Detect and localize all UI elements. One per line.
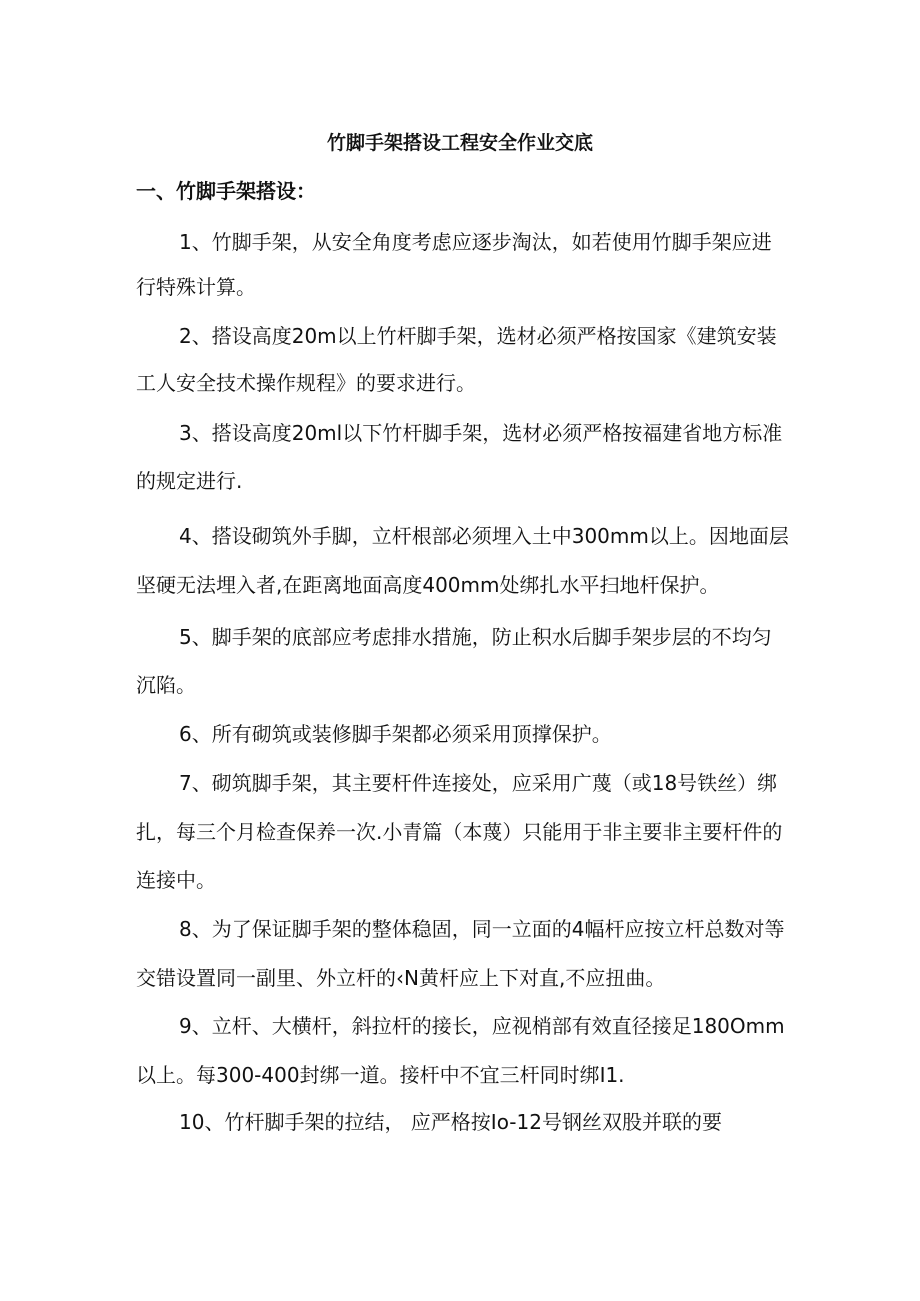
item-7-line-3: 连接中。	[136, 868, 216, 892]
item-4-line-2: 坚硬无法埋入者,在距离地面高度400mm处绑扎水平扫地杆保护。	[136, 573, 720, 597]
item-7-line-1: 7、砌筑脚手架，其主要杆件连接处，应采用广蔑（或18号铁丝）绑	[179, 771, 778, 795]
item-3-line-1: 3、搭设高度20ml以下竹杆脚手架，选材必须严格按福建省地方标准	[179, 421, 783, 445]
item-10-line-1: 10、竹杆脚手架的拉结， 应严格按Io-12号钢丝双股并联的要	[179, 1110, 722, 1134]
item-8-line-1: 8、为了保证脚手架的整体稳固，同一立面的4幅杆应按立杆总数对等	[179, 917, 785, 941]
item-5-line-2: 沉陷。	[136, 673, 196, 697]
item-5-line-1: 5、脚手架的底部应考虑排水措施，防止积水后脚手架步层的不均匀	[179, 625, 772, 649]
item-4-line-1: 4、搭设砌筑外手脚，立杆根部必须埋入土中300mm以上。因地面层	[179, 524, 789, 548]
item-1-line-2: 行特殊计算。	[136, 275, 256, 299]
item-2-line-2: 工人安全技术操作规程》的要求进行。	[136, 371, 476, 395]
item-2-line-1: 2、搭设高度20m以上竹杆脚手架，选材必须严格按国家《建筑安装	[179, 324, 777, 348]
document-title: 竹脚手架搭设工程安全作业交底	[326, 132, 593, 154]
item-8-line-2: 交错设置同一副里、外立杆的‹N黄杆应上下对直,不应扭曲。	[136, 966, 666, 990]
item-9-line-1: 9、立杆、大横杆，斜拉杆的接长，应视梢部有效直径接足180Omm	[179, 1014, 785, 1038]
section-heading: 一、竹脚手架搭设：	[136, 179, 316, 203]
item-7-line-2: 扎，每三个月检查保养一次.小青篇（本蔑）只能用于非主要非主要杆件的	[136, 820, 783, 844]
item-6-line-1: 6、所有砌筑或装修脚手架都必须采用顶撑保护。	[179, 722, 612, 746]
item-1-line-1: 1、竹脚手架，从安全角度考虑应逐步淘汰，如若使用竹脚手架应进	[179, 230, 772, 254]
item-9-line-2: 以上。每300-400封绑一道。接杆中不宜三杆同时绑I1.	[136, 1063, 625, 1087]
item-3-line-2: 的规定进行.	[136, 469, 243, 493]
